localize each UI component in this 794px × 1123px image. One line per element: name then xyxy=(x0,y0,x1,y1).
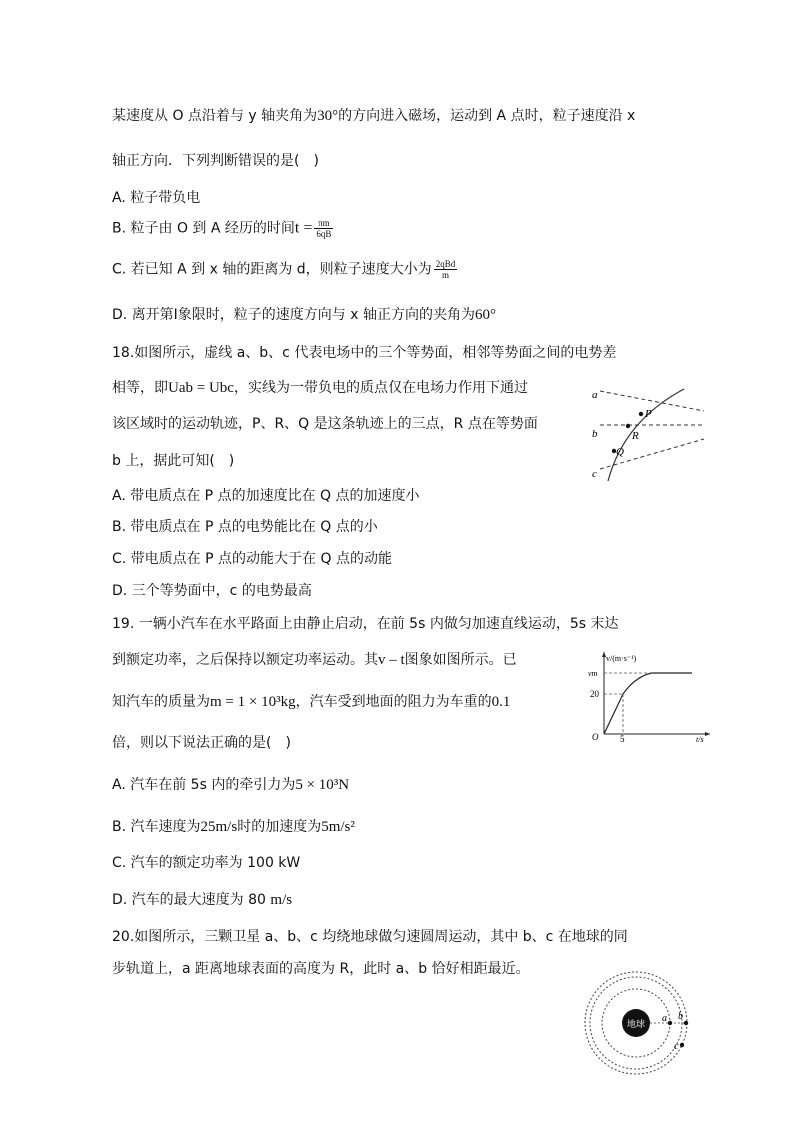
q19-option-a: A. 汽车在前 5s 内的牵引力为5 × 10³N xyxy=(112,777,350,793)
q19-option-b: B. 汽车速度为25m/s时的加速度为5m/s² xyxy=(112,819,355,835)
fraction-2qbd-m: $\frac{\text{2qBd}}{m}$ xyxy=(435,259,456,280)
q18-line1: 18.如图所示，虚线 a、b、c 代表电场中的三个等势面，相邻等势面之间的电势差 xyxy=(112,345,617,361)
point-r-dot xyxy=(626,424,630,428)
q18-option-c: C. 带电质点在 P 点的动能大于在 Q 点的动能 xyxy=(112,551,392,567)
vm-tick-label: vm xyxy=(588,669,598,678)
q19-option-d: D. 汽车的最大速度为 80 m/s xyxy=(112,892,293,908)
q19-line4: 倍，则以下说法正确的是( ) xyxy=(112,735,291,751)
label-r: R xyxy=(632,430,639,442)
satellite-b xyxy=(684,1021,688,1025)
equipotential-figure xyxy=(586,381,708,485)
q18-option-d: D. 三个等势面中，c 的电势最高 xyxy=(112,583,312,599)
q19-line1: 19. 一辆小汽车在水平路面上由静止启动，在前 5s 内做匀加速直线运动，5s 末达 xyxy=(112,616,619,632)
label-satellite-a: a xyxy=(662,1013,667,1024)
q17-line2: 轴正方向．下列判断错误的是( ) xyxy=(112,153,319,169)
satellite-a xyxy=(668,1021,672,1025)
velocity-curve xyxy=(604,673,692,734)
particle-trajectory xyxy=(608,389,684,481)
tick-20: 20 xyxy=(590,689,599,699)
tick-5: 5 xyxy=(620,734,625,742)
q20-line2: 步轨道上，a 距离地球表面的高度为 R，此时 a、b 恰好相距最近。 xyxy=(112,961,530,977)
q17-option-a: A. 粒子带负电 xyxy=(112,190,201,206)
point-p-dot xyxy=(639,412,643,416)
label-b: b xyxy=(592,428,598,440)
satellite-orbit-figure xyxy=(578,968,696,1082)
q17-option-b: B. 粒子由 O 到 A 经历的时间t = $\frac{\pi m}{6qB}$ xyxy=(112,218,332,239)
q18-option-a: A. 带电质点在 P 点的加速度比在 Q 点的加速度小 xyxy=(112,488,420,504)
q18-option-b: B. 带电质点在 P 点的电势能比在 Q 点的小 xyxy=(112,519,378,535)
q18-line2: 相等，即Uab = Ubc，实线为一带负电的质点仅在电场力作用下通过 xyxy=(112,380,528,396)
label-q: Q xyxy=(616,446,624,458)
earth-label: 地球 xyxy=(626,1020,646,1030)
fraction-pi-m-6qb: $\frac{\pi m}{6qB}$ xyxy=(316,218,332,239)
q17-option-d: D. 离开第Ⅰ象限时，粒子的速度方向与 x 轴正方向的夹角为60° xyxy=(112,307,496,323)
q19-line3: 知汽车的质量为m = 1 × 10³kg，汽车受到地面的阻力为车重的0.1 xyxy=(112,694,511,710)
satellite-c xyxy=(680,1043,684,1047)
y-axis-label: v/(m·s⁻¹) xyxy=(606,654,637,663)
t-axis-arrow xyxy=(705,732,710,736)
label-satellite-b: b xyxy=(678,1011,683,1022)
q18-line4: b 上，据此可知( ) xyxy=(112,453,235,469)
velocity-time-graph xyxy=(584,648,714,742)
q17-line1: 某速度从 O 点沿着与 y 轴夹角为30°的方向进入磁场，运动到 A 点时，粒子速度沿 x xyxy=(112,108,636,124)
equipotential-line-a xyxy=(600,391,704,411)
q17-option-c: C. 若已知 A 到 x 轴的距离为 d，则粒子速度大小为 $\frac{\text{2qBd}}{m}$ xyxy=(112,259,456,280)
q20-line1: 20.如图所示，三颗卫星 a、b、c 均绕地球做匀速圆周运动，其中 b、c 在地球的同 xyxy=(112,929,628,945)
q18-line3: 该区域时的运动轨迹，P、R、Q 是这条轨迹上的三点，R 点在等势面 xyxy=(112,416,538,432)
origin-label: O xyxy=(592,732,599,742)
q19-line2: 到额定功率，之后保持以额定功率运动。其v – t图象如图所示。已 xyxy=(112,652,517,668)
label-a: a xyxy=(592,389,598,401)
label-c: c xyxy=(592,468,597,480)
label-p: P xyxy=(645,408,652,420)
x-axis-label: t/s xyxy=(696,735,704,742)
q19-option-c: C. 汽车的额定功率为 100 kW xyxy=(112,855,301,871)
label-satellite-c: c xyxy=(674,1041,679,1052)
